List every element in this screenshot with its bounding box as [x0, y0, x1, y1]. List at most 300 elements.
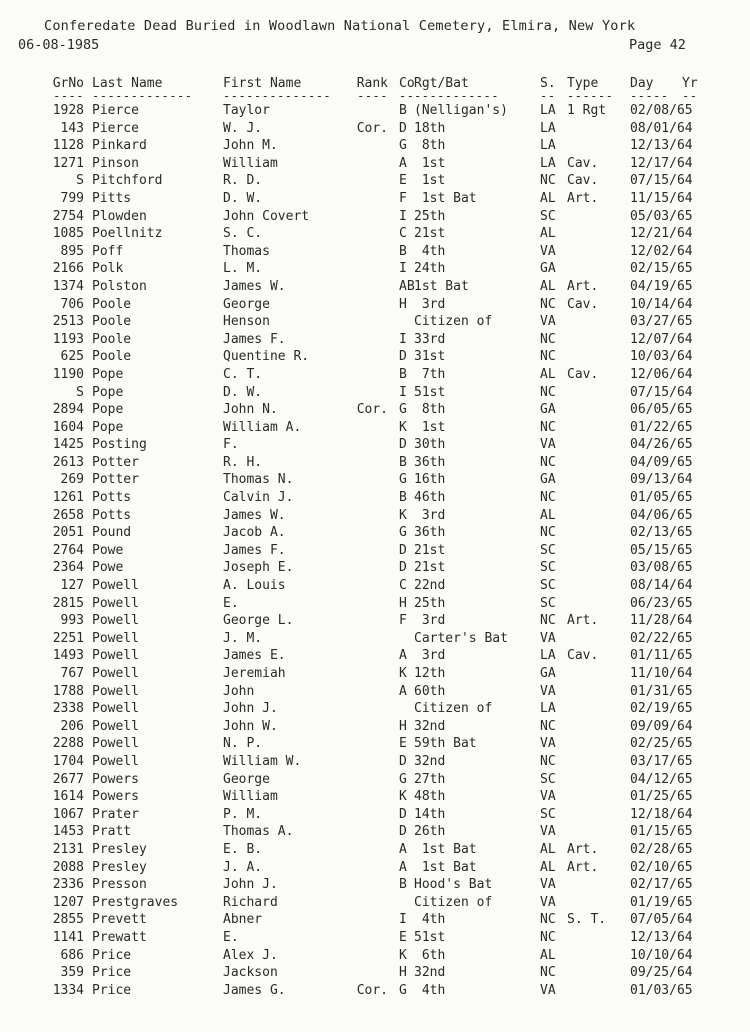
cell-grno: 269	[60, 472, 84, 488]
cell-grno: 2894	[52, 402, 84, 418]
cell-co: E	[399, 173, 407, 189]
cell-co: G	[399, 402, 407, 418]
cell-day: 12/07/64	[630, 331, 693, 347]
table-row	[0, 155, 750, 173]
cell-state: VA	[540, 789, 556, 805]
cell-first-name: E.	[223, 929, 239, 945]
cell-rgt-bat: 1st Bat	[414, 859, 477, 875]
cell-first-name: Thomas A.	[223, 824, 294, 840]
cell-last-name: Price	[92, 965, 132, 981]
cell-state: SC	[540, 771, 556, 787]
cell-rgt-bat: 21st	[414, 542, 446, 558]
rule-first-name: --------------	[223, 89, 332, 103]
cell-first-name: Thomas	[223, 243, 270, 259]
table-row	[0, 507, 750, 525]
cell-state: NC	[540, 753, 556, 769]
cell-state: NC	[540, 296, 556, 312]
table-row	[0, 225, 750, 243]
cell-rgt-bat: 3rd	[414, 648, 446, 664]
cell-co: I	[399, 384, 407, 400]
cell-first-name: John Covert	[223, 208, 310, 224]
cell-co: K	[399, 666, 407, 681]
table-row	[0, 454, 750, 472]
table-row	[0, 366, 750, 384]
cell-grno: 1128	[52, 138, 84, 154]
table-row	[0, 683, 750, 701]
cell-rgt-bat: 22nd	[414, 578, 446, 594]
cell-grno: 1190	[52, 366, 84, 382]
cell-co: K	[399, 507, 407, 523]
cell-last-name: Poole	[92, 331, 132, 347]
cell-first-name: Thomas N.	[223, 472, 294, 488]
cell-day: 04/26/65	[630, 437, 693, 453]
table-body	[0, 102, 750, 999]
cell-last-name: Price	[92, 947, 132, 963]
cell-co: A	[399, 859, 407, 875]
cell-rgt-bat: 4th	[414, 243, 446, 259]
cell-rank: Cor.	[356, 982, 388, 998]
cell-day: 04/19/65	[630, 278, 693, 294]
cell-day: 02/10/65	[630, 859, 693, 875]
cell-grno: 2764	[52, 542, 84, 558]
cell-last-name: Poellnitz	[92, 226, 163, 242]
cell-state: NC	[540, 965, 556, 981]
cell-co: C	[399, 578, 407, 594]
cell-last-name: Poff	[92, 243, 124, 259]
table-row	[0, 753, 750, 771]
cell-rgt-bat: 24th	[414, 261, 446, 277]
cell-grno: 1788	[52, 683, 84, 699]
cell-first-name: John J.	[223, 877, 278, 893]
cell-last-name: Plowden	[92, 208, 147, 224]
table-row	[0, 243, 750, 261]
cell-day: 04/09/65	[630, 454, 693, 470]
document-date: 06-08-1985	[18, 37, 100, 53]
cell-last-name: Posting	[92, 437, 147, 453]
cell-first-name: D. W.	[223, 190, 263, 206]
cell-rgt-bat: 16th	[414, 472, 446, 488]
cell-day: 02/22/65	[630, 630, 693, 646]
cell-state: GA	[540, 261, 556, 277]
cell-rgt-bat: 1st	[414, 155, 446, 171]
cell-day: 08/14/64	[630, 578, 693, 594]
cell-last-name: Pitts	[92, 190, 132, 206]
cell-rgt-bat: 51st	[414, 929, 446, 945]
cell-type: Art.	[567, 190, 599, 206]
cell-state: VA	[540, 894, 556, 910]
cell-rgt-bat: 30th	[414, 437, 446, 453]
table-row	[0, 947, 750, 965]
table-row	[0, 612, 750, 630]
cell-state: VA	[540, 736, 556, 752]
cell-last-name: Prevett	[92, 912, 147, 928]
cell-grno: 1374	[52, 278, 84, 294]
cell-last-name: Prestgraves	[92, 894, 179, 910]
cell-day: 05/03/65	[630, 208, 693, 224]
cell-grno: 706	[60, 296, 84, 312]
table-row	[0, 559, 750, 577]
cell-last-name: Polston	[92, 278, 147, 294]
table-row	[0, 313, 750, 331]
cell-state: GA	[540, 402, 556, 418]
cell-state: SC	[540, 595, 556, 611]
cell-last-name: Polk	[92, 261, 124, 277]
cell-last-name: Powell	[92, 736, 139, 752]
cell-first-name: John N.	[223, 402, 278, 418]
cell-state: SC	[540, 560, 556, 576]
cell-day: 09/13/64	[630, 472, 693, 488]
cell-rgt-bat: 1st	[414, 419, 446, 435]
cell-last-name: Presley	[92, 841, 147, 857]
cell-state: AL	[540, 947, 556, 963]
cell-co: D	[399, 806, 407, 822]
cell-day: 10/14/64	[630, 296, 693, 312]
rule-day: -----	[630, 89, 669, 103]
cell-day: 02/19/65	[630, 701, 693, 717]
header-co: Co	[399, 76, 415, 91]
cell-state: NC	[540, 613, 556, 629]
cell-rgt-bat: 27th	[414, 771, 446, 787]
cell-rgt-bat: 32nd	[414, 718, 446, 734]
cell-state: SC	[540, 578, 556, 594]
cell-grno: 993	[60, 613, 84, 629]
cell-day: 12/13/64	[630, 138, 693, 154]
cell-rgt-bat: 1st	[414, 173, 446, 189]
cell-grno: 1085	[52, 226, 84, 242]
cell-grno: 895	[60, 243, 84, 259]
cell-state: SC	[540, 806, 556, 822]
cell-co: B	[399, 366, 407, 382]
cell-first-name: Taylor	[223, 103, 270, 118]
table-row	[0, 524, 750, 542]
rule-state: --	[540, 89, 556, 103]
cell-last-name: Prewatt	[92, 929, 147, 945]
cell-last-name: Pierce	[92, 120, 139, 136]
cell-grno: 2051	[52, 525, 84, 541]
cell-rgt-bat: Citizen of	[414, 314, 493, 330]
table-row	[0, 665, 750, 683]
cell-day: 09/25/64	[630, 965, 693, 981]
cell-day: 02/08/65	[630, 103, 693, 118]
cell-first-name: J. M.	[223, 630, 263, 646]
cell-day: 06/05/65	[630, 402, 693, 418]
cell-co: F	[399, 613, 407, 629]
cell-state: VA	[540, 314, 556, 330]
table-row	[0, 278, 750, 296]
cell-last-name: Pratt	[92, 824, 132, 840]
cell-co: K	[399, 947, 407, 963]
cell-rgt-bat: Citizen of	[414, 894, 493, 910]
cell-last-name: Pope	[92, 419, 124, 435]
cell-day: 10/10/64	[630, 947, 693, 963]
cell-day: 02/28/65	[630, 841, 693, 857]
table-row	[0, 964, 750, 982]
cell-grno: 2251	[52, 630, 84, 646]
cell-grno: 686	[60, 947, 84, 963]
cell-first-name: Quentine R.	[223, 349, 310, 365]
cell-co: D	[399, 120, 407, 136]
cell-state: AL	[540, 859, 556, 875]
cell-type: Art.	[567, 841, 599, 857]
cell-day: 05/15/65	[630, 542, 693, 558]
cell-type: Cav.	[567, 155, 599, 171]
cell-grno: 143	[60, 120, 84, 136]
cell-co: B	[399, 877, 407, 893]
cell-day: 01/11/65	[630, 648, 693, 664]
table-row	[0, 788, 750, 806]
cell-last-name: Pinson	[92, 155, 139, 171]
cell-first-name: J. A.	[223, 859, 263, 875]
table-header-rule	[0, 89, 750, 103]
cell-rgt-bat: 36th	[414, 525, 446, 541]
table-row	[0, 120, 750, 138]
cell-rgt-bat: 48th	[414, 789, 446, 805]
cell-co: D	[399, 753, 407, 769]
cell-last-name: Pierce	[92, 103, 139, 118]
cell-type: Cav.	[567, 648, 599, 664]
cell-first-name: James W.	[223, 278, 286, 294]
cell-first-name: L. M.	[223, 261, 263, 277]
cell-rgt-bat: 33rd	[414, 331, 446, 347]
cell-day: 03/27/65	[630, 314, 693, 330]
cell-state: LA	[540, 155, 556, 171]
cell-co: G	[399, 525, 407, 541]
cell-first-name: Richard	[223, 894, 278, 910]
table-row	[0, 542, 750, 560]
header-type: Type	[567, 76, 599, 91]
cell-state: NC	[540, 929, 556, 945]
cell-day: 09/09/64	[630, 718, 693, 734]
cell-grno: 2855	[52, 912, 84, 928]
page-number: Page 42	[629, 37, 686, 53]
cell-day: 07/05/64	[630, 912, 693, 928]
cell-grno: 1207	[52, 894, 84, 910]
cell-day: 11/28/64	[630, 613, 693, 629]
cell-grno: 2166	[52, 261, 84, 277]
cell-last-name: Powell	[92, 648, 139, 664]
cell-first-name: William	[223, 789, 278, 805]
cell-state: AL	[540, 226, 556, 242]
cell-last-name: Powers	[92, 771, 139, 787]
cell-last-name: Potter	[92, 472, 139, 488]
cell-first-name: Jeremiah	[223, 666, 286, 681]
header-grno: GrNo	[52, 76, 84, 91]
table-row	[0, 859, 750, 877]
cell-grno: 1493	[52, 648, 84, 664]
cell-state: NC	[540, 490, 556, 506]
cell-grno: 2754	[52, 208, 84, 224]
cell-first-name: E. B.	[223, 841, 263, 857]
table-row	[0, 700, 750, 718]
cell-grno: 359	[60, 965, 84, 981]
cell-grno: 1425	[52, 437, 84, 453]
table-row	[0, 471, 750, 489]
cell-day: 03/17/65	[630, 753, 693, 769]
cell-last-name: Powell	[92, 753, 139, 769]
cell-first-name: James F.	[223, 542, 286, 558]
cell-state: VA	[540, 630, 556, 646]
cell-grno: 2364	[52, 560, 84, 576]
cell-first-name: S. C.	[223, 226, 263, 242]
cell-grno: 206	[60, 718, 84, 734]
cell-day: 12/18/64	[630, 806, 693, 822]
table-row	[0, 137, 750, 155]
cell-first-name: James W.	[223, 507, 286, 523]
rule-co: --	[399, 89, 415, 103]
cell-first-name: D. W.	[223, 384, 263, 400]
cell-rgt-bat: 46th	[414, 490, 446, 506]
cell-last-name: Poole	[92, 296, 132, 312]
table-row	[0, 982, 750, 1000]
cell-first-name: Joseph E.	[223, 560, 294, 576]
cell-grno: 799	[60, 190, 84, 206]
cell-first-name: Calvin J.	[223, 490, 294, 506]
cell-first-name: William A.	[223, 419, 302, 435]
cell-co: I	[399, 208, 407, 224]
table-row	[0, 911, 750, 929]
cell-state: LA	[540, 701, 556, 717]
cell-co: H	[399, 965, 407, 981]
cell-grno: 2613	[52, 454, 84, 470]
cell-co: I	[399, 912, 407, 928]
cell-state: LA	[540, 648, 556, 664]
cell-day: 01/22/65	[630, 419, 693, 435]
cell-day: 07/15/64	[630, 173, 693, 189]
header-yr: Yr	[682, 76, 698, 91]
cell-state: VA	[540, 982, 556, 998]
cell-last-name: Potter	[92, 454, 139, 470]
table-row	[0, 806, 750, 824]
table-row	[0, 894, 750, 912]
cell-grno: 1928	[52, 103, 84, 118]
cell-last-name: Poole	[92, 314, 132, 330]
cell-state: NC	[540, 331, 556, 347]
cell-co: F	[399, 190, 407, 206]
cell-first-name: William	[223, 155, 278, 171]
table-row	[0, 172, 750, 190]
cell-state: LA	[540, 103, 556, 118]
cell-day: 11/15/64	[630, 190, 693, 206]
cell-rgt-bat: 18th	[414, 120, 446, 136]
cell-day: 03/08/65	[630, 560, 693, 576]
cell-rgt-bat: 1st Bat	[414, 841, 477, 857]
cell-last-name: Powell	[92, 613, 139, 629]
header-first-name: First Name	[223, 76, 302, 91]
cell-first-name: James E.	[223, 648, 286, 664]
cell-grno: 127	[60, 578, 84, 594]
cell-state: NC	[540, 454, 556, 470]
cell-first-name: John J.	[223, 701, 278, 717]
cell-state: AL	[540, 366, 556, 382]
header-state: S.	[540, 76, 556, 91]
cell-rgt-bat: 25th	[414, 595, 446, 611]
cell-co: I	[399, 261, 407, 277]
cell-day: 12/17/64	[630, 155, 693, 171]
cell-rgt-bat: (Nelligan's)	[414, 103, 508, 118]
cell-co: A	[399, 155, 407, 171]
cell-co: A	[399, 683, 407, 699]
cell-first-name: George L.	[223, 613, 294, 629]
cell-rgt-bat: 51st	[414, 384, 446, 400]
cell-grno: 1261	[52, 490, 84, 506]
cell-first-name: F.	[223, 437, 239, 453]
cell-co: D	[399, 560, 407, 576]
cell-first-name: A. Louis	[223, 578, 286, 594]
cell-rgt-bat: 6th	[414, 947, 446, 963]
rule-rank: ----	[357, 89, 388, 103]
cell-day: 01/25/65	[630, 789, 693, 805]
table-row	[0, 823, 750, 841]
cell-rgt-bat: 3rd	[414, 613, 446, 629]
cell-co: G	[399, 982, 407, 998]
cell-grno: 1614	[52, 789, 84, 805]
rule-grno: ----	[53, 89, 84, 103]
cell-day: 12/21/64	[630, 226, 693, 242]
cell-day: 04/12/65	[630, 771, 693, 787]
cell-last-name: Price	[92, 982, 132, 998]
cell-first-name: W. J.	[223, 120, 263, 136]
cell-rgt-bat: 60th	[414, 683, 446, 699]
cell-state: LA	[540, 120, 556, 136]
cell-last-name: Pope	[92, 384, 124, 400]
cell-grno: 2677	[52, 771, 84, 787]
cell-co: A	[399, 841, 407, 857]
cell-rgt-bat: 12th	[414, 666, 446, 681]
cell-last-name: Powe	[92, 560, 124, 576]
cell-last-name: Potts	[92, 507, 132, 523]
burial-table	[0, 75, 750, 999]
cell-co: D	[399, 349, 407, 365]
cell-rank: Cor.	[356, 120, 388, 136]
cell-state: VA	[540, 877, 556, 893]
cell-last-name: Pitchford	[92, 173, 163, 189]
cell-co: B	[399, 103, 407, 118]
cell-grno: 2288	[52, 736, 84, 752]
cell-first-name: R. H.	[223, 454, 263, 470]
cell-rgt-bat: 32nd	[414, 753, 446, 769]
cell-co: E	[399, 929, 407, 945]
cell-co: D	[399, 437, 407, 453]
cell-co: K	[399, 419, 407, 435]
cell-last-name: Pope	[92, 366, 124, 382]
cell-last-name: Prater	[92, 806, 139, 822]
cell-co: B	[399, 243, 407, 259]
table-row	[0, 190, 750, 208]
cell-day: 12/06/64	[630, 366, 693, 382]
cell-first-name: E.	[223, 595, 239, 611]
cell-state: VA	[540, 243, 556, 259]
cell-co: D	[399, 542, 407, 558]
cell-grno: 767	[60, 666, 84, 681]
cell-day: 12/13/64	[630, 929, 693, 945]
cell-last-name: Powell	[92, 666, 139, 681]
cell-co: H	[399, 718, 407, 734]
cell-day: 02/15/65	[630, 261, 693, 277]
cell-last-name: Presley	[92, 859, 147, 875]
rule-rgt-bat: -----------	[414, 89, 499, 103]
cell-grno: 1704	[52, 753, 84, 769]
cell-co: I	[399, 331, 407, 347]
cell-last-name: Powell	[92, 630, 139, 646]
cell-last-name: Pound	[92, 525, 132, 541]
table-row	[0, 331, 750, 349]
cell-grno: 2513	[52, 314, 84, 330]
table-row	[0, 735, 750, 753]
cell-day: 01/19/65	[630, 894, 693, 910]
cell-day: 11/10/64	[630, 666, 693, 681]
cell-day: 02/13/65	[630, 525, 693, 541]
table-row	[0, 296, 750, 314]
